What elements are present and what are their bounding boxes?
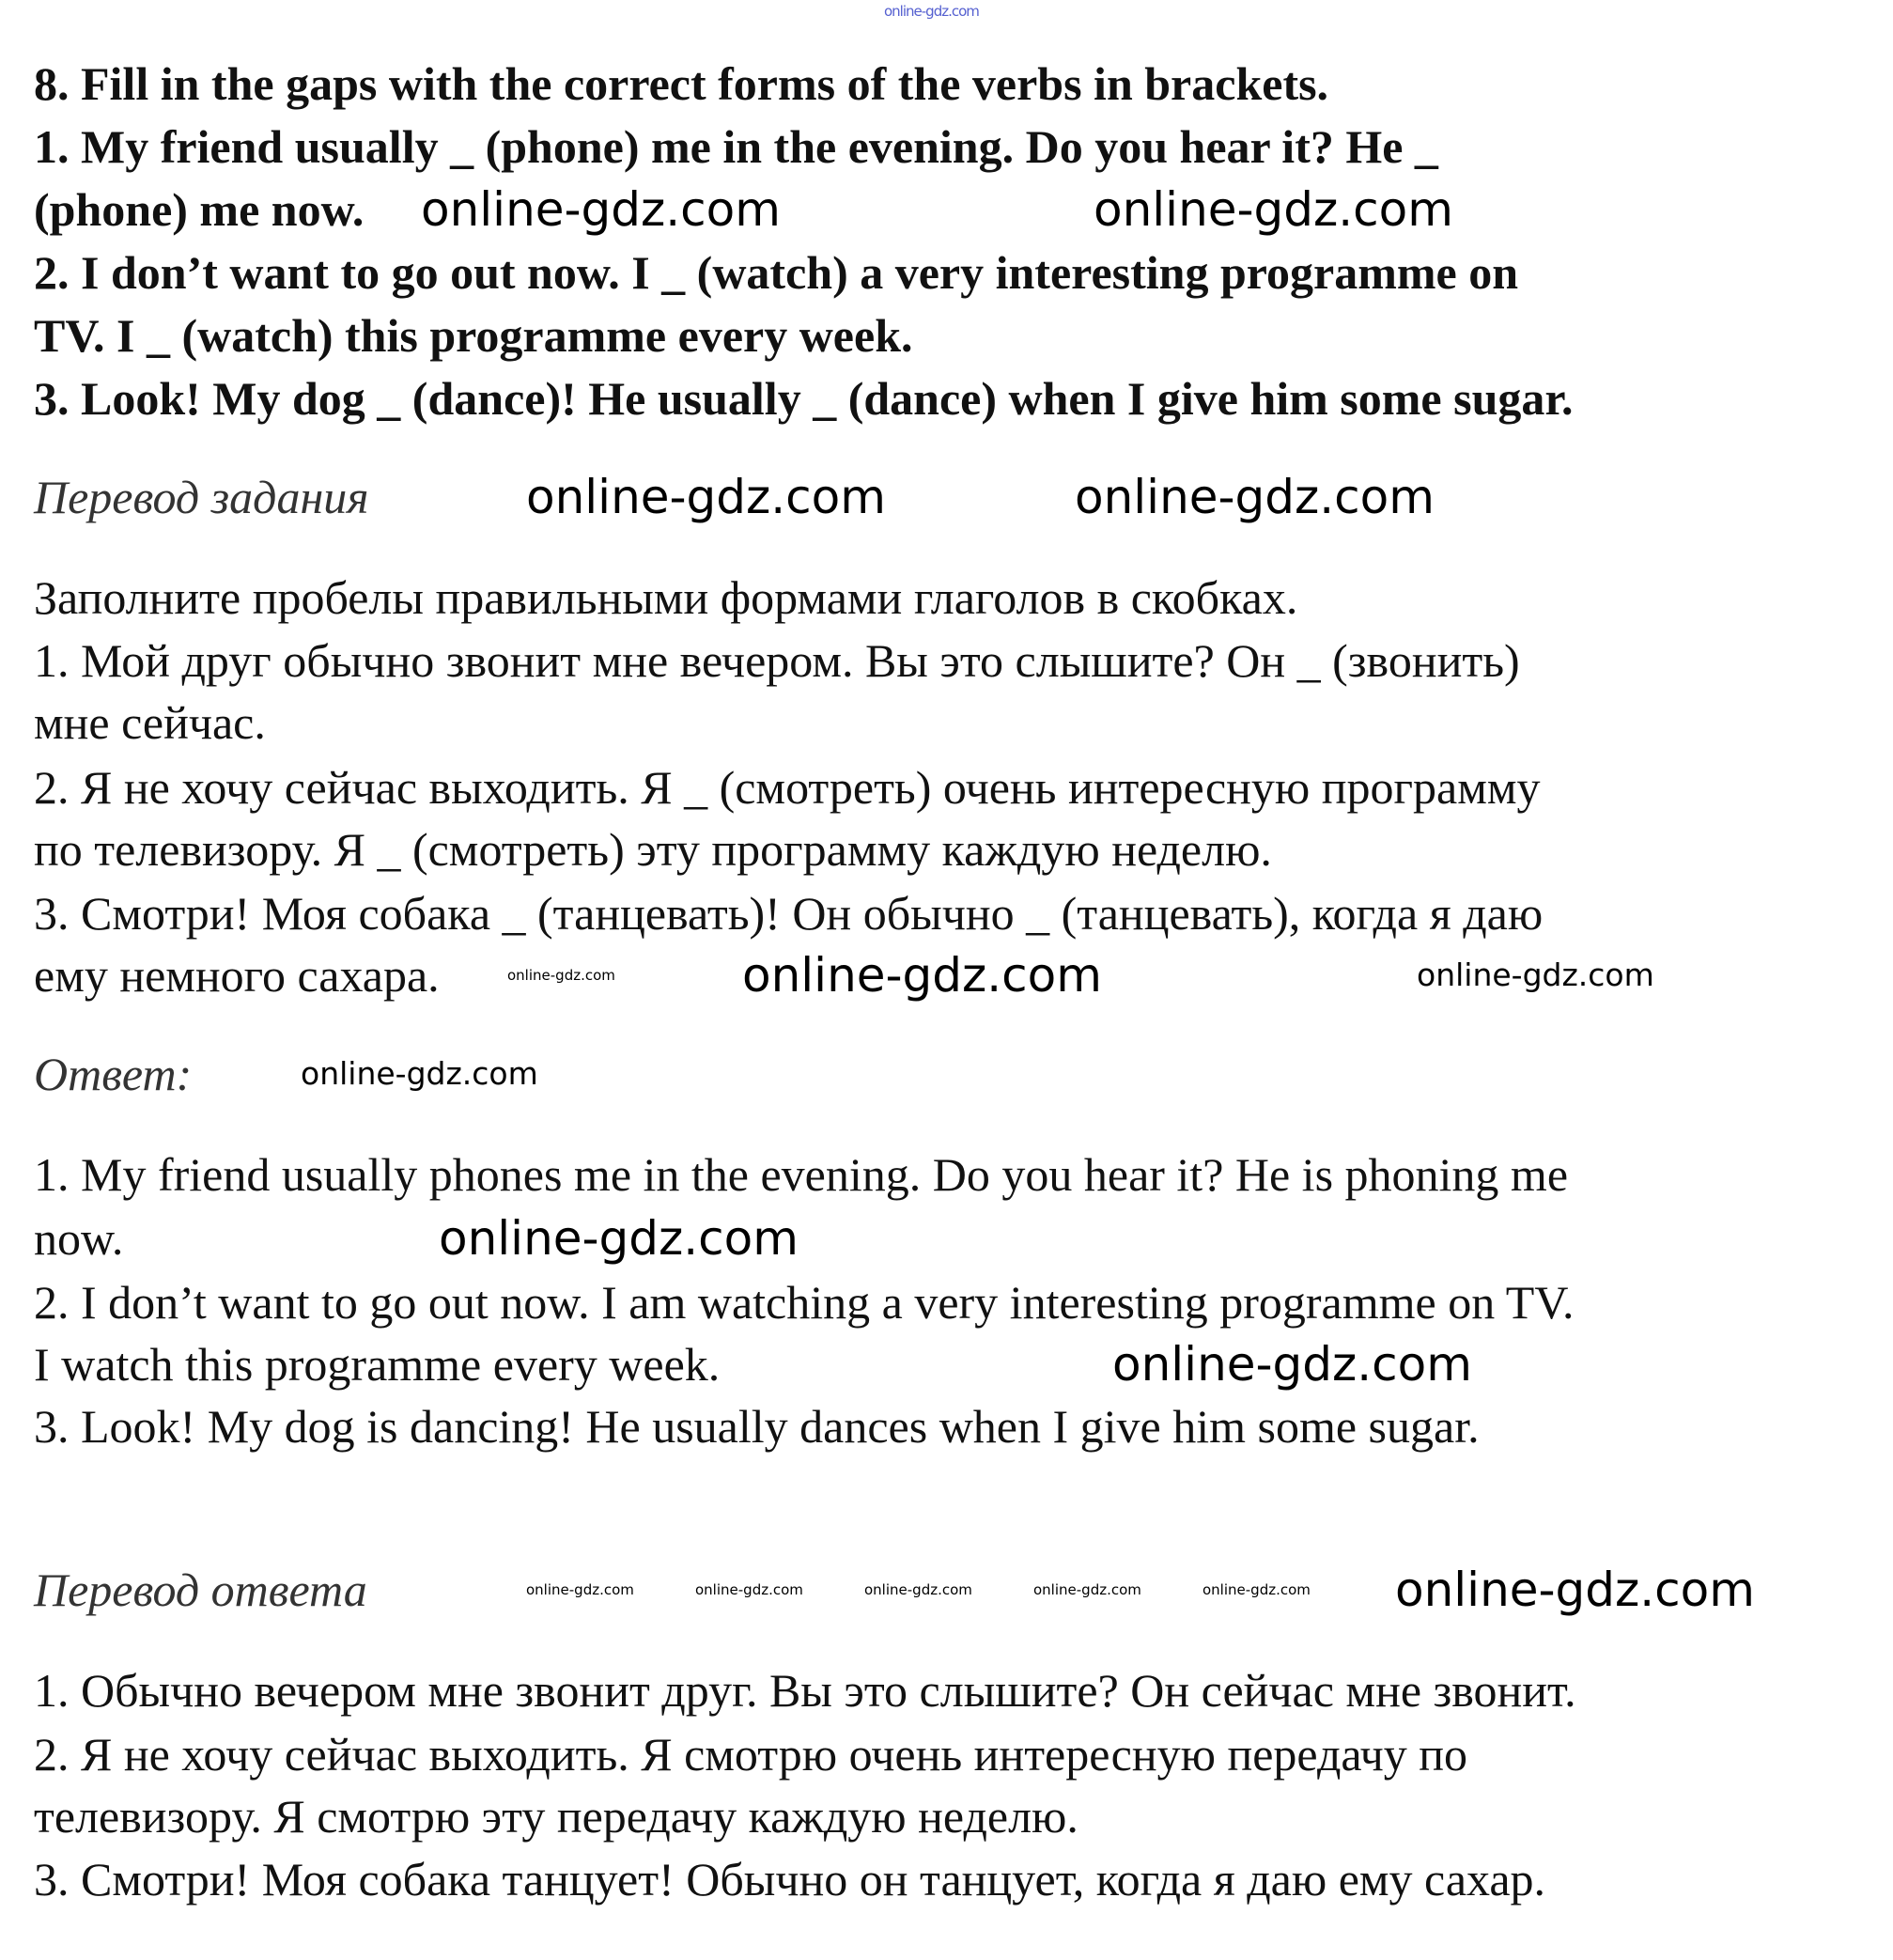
answer-translation-line: 2. Я не хочу сейчас выходить. Я смотрю очень интересную передачу по	[34, 1728, 1468, 1781]
answer-line: 1. My friend usually phones me in the evening. Do you hear it? He is phoning me	[34, 1148, 1569, 1201]
watermark: online-gdz.com	[526, 1581, 634, 1598]
watermark: online-gdz.com	[507, 967, 615, 984]
answer-line: I watch this programme every week.	[34, 1338, 721, 1391]
watermark: online-gdz.com	[301, 1055, 538, 1092]
watermark: online-gdz.com	[1075, 470, 1435, 524]
watermark: online-gdz.com	[1033, 1581, 1141, 1598]
task-line: 3. Look! My dog _ (dance)! He usually _ (dance) when I give him some sugar.	[34, 372, 1574, 425]
answer-translation-line: телевизору. Я смотрю эту передачу каждую неделю.	[34, 1790, 1078, 1843]
answer-line: 3. Look! My dog is dancing! He usually dances when I give him some sugar.	[34, 1400, 1480, 1453]
watermark: online-gdz.com	[1395, 1563, 1755, 1617]
watermark: online-gdz.com	[695, 1581, 803, 1598]
watermark: online-gdz.com	[864, 1581, 972, 1598]
task-line: TV. I _ (watch) this programme every week.	[34, 309, 913, 362]
task-line: 1. My friend usually _ (phone) me in the evening. Do you hear it? He _	[34, 120, 1438, 173]
watermark: online-gdz.com	[1112, 1337, 1472, 1392]
answer-line: now.	[34, 1212, 124, 1265]
answer-translation-line: 1. Обычно вечером мне звонит друг. Вы это слышите? Он сейчас мне звонит.	[34, 1664, 1576, 1717]
watermark: online-gdz.com	[1417, 957, 1654, 993]
task-line: (phone) me now.	[34, 183, 365, 236]
task-title: 8. Fill in the gaps with the correct forms of the verbs in brackets.	[34, 57, 1329, 110]
answer-line: 2. I don’t want to go out now. I am watching a very interesting programme on TV.	[34, 1276, 1575, 1329]
answer-translation-line: 3. Смотри! Моя собака танцует! Обычно он танцует, когда я даю ему сахар.	[34, 1853, 1546, 1906]
watermark: online-gdz.com	[526, 470, 886, 524]
top-watermark: online-gdz.com	[884, 3, 979, 20]
translation-line: 2. Я не хочу сейчас выходить. Я _ (смотреть) очень интересную программу	[34, 761, 1541, 814]
translation-line: мне сейчас.	[34, 696, 266, 749]
watermark: online-gdz.com	[742, 948, 1102, 1003]
watermark: online-gdz.com	[439, 1211, 799, 1266]
task-translation-heading: Перевод задания	[34, 471, 369, 523]
answer-heading: Ответ:	[34, 1048, 193, 1100]
watermark: online-gdz.com	[421, 182, 781, 237]
translation-line: Заполните пробелы правильными формами глаголов в скобках.	[34, 571, 1298, 624]
translation-line: ему немного сахара.	[34, 949, 440, 1002]
watermark: online-gdz.com	[1203, 1581, 1311, 1598]
translation-line: 1. Мой друг обычно звонит мне вечером. Вы это слышите? Он _ (звонить)	[34, 634, 1520, 687]
task-line: 2. I don’t want to go out now. I _ (watch) a very interesting programme on	[34, 246, 1519, 299]
watermark: online-gdz.com	[1094, 182, 1453, 237]
answer-translation-heading: Перевод ответа	[34, 1563, 367, 1616]
translation-line: 3. Смотри! Моя собака _ (танцевать)! Он обычно _ (танцевать), когда я даю	[34, 887, 1544, 940]
translation-line: по телевизору. Я _ (смотреть) эту программу каждую неделю.	[34, 823, 1272, 876]
